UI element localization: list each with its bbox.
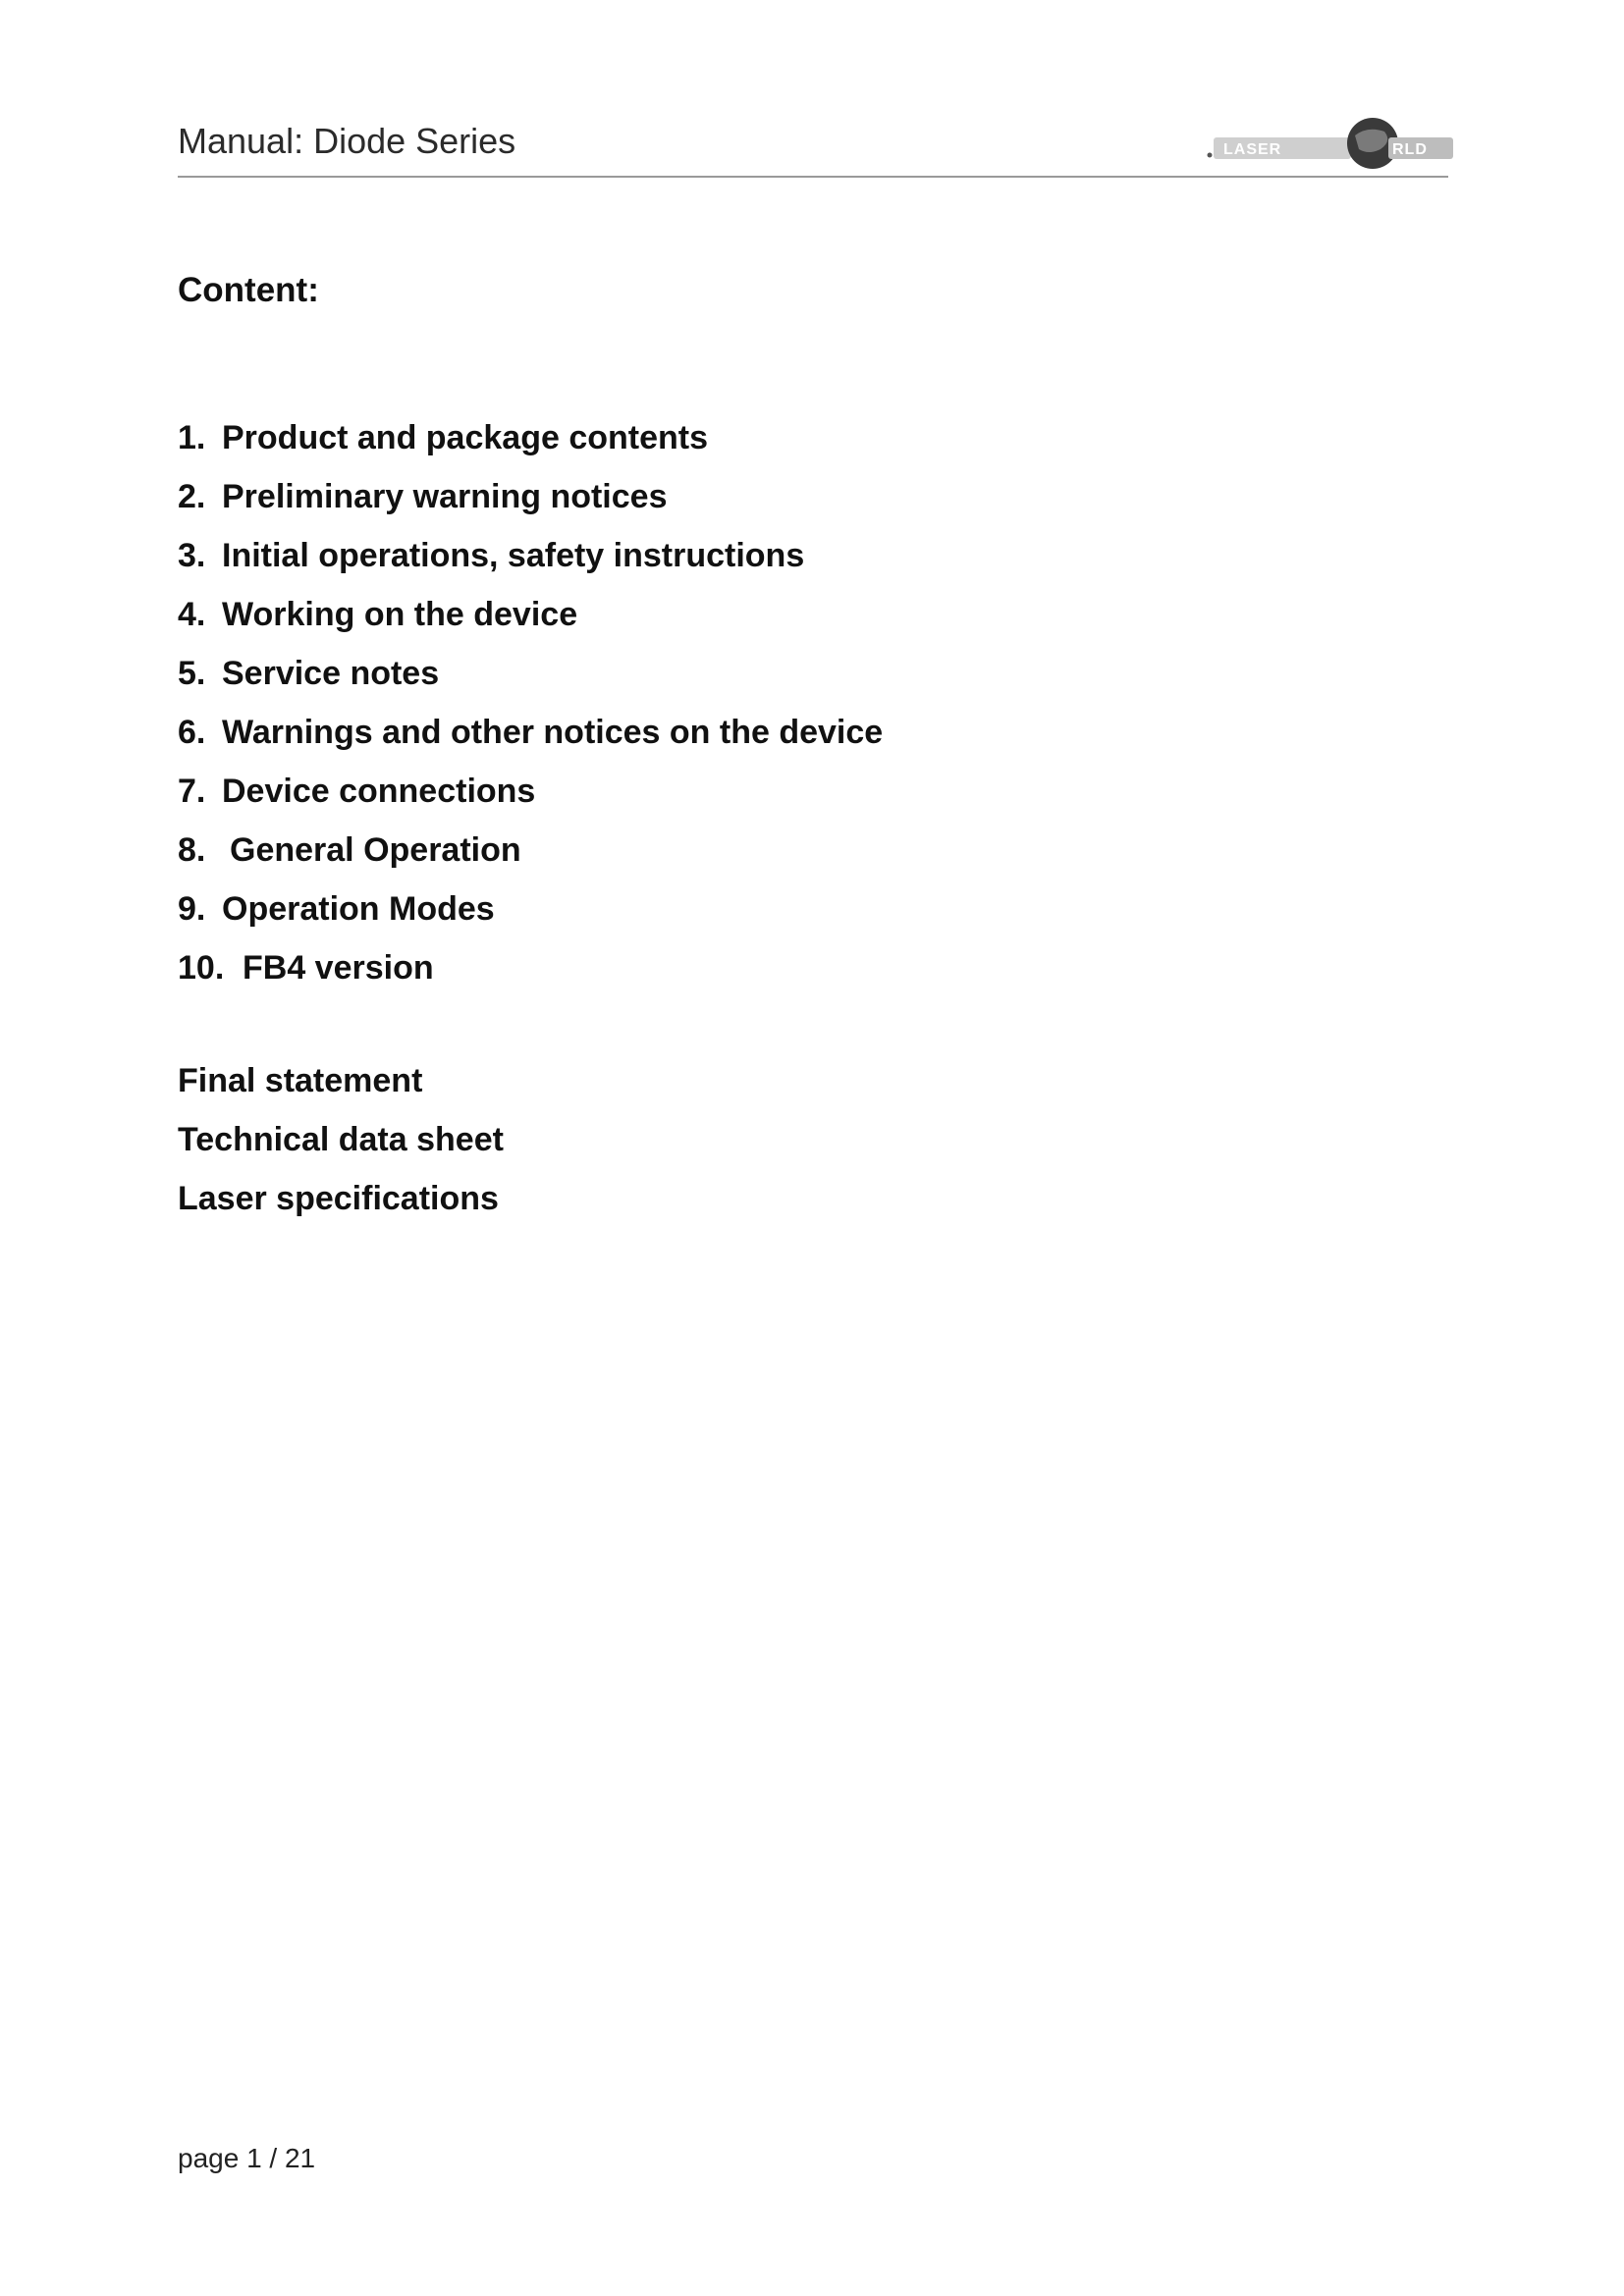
toc-item: [178, 827, 883, 885]
header-divider: [178, 176, 1448, 178]
toc-item-label: FB4 version: [243, 949, 434, 987]
toc-item-label: Initial operations, safety instructions: [222, 537, 805, 574]
toc-item-label: Service notes: [222, 655, 440, 692]
section-technical-data-sheet: Technical data sheet: [178, 1121, 504, 1158]
toc-item-number: 9.: [178, 890, 206, 928]
toc-item: [178, 473, 883, 532]
section-final-statement: Final statement: [178, 1062, 423, 1099]
content-heading: Content:: [178, 271, 319, 309]
laserworld-logo: [1206, 116, 1457, 175]
table-of-contents: [178, 414, 883, 1003]
toc-item-number: 10.: [178, 949, 225, 987]
section-laser-specifications: Laser specifications: [178, 1180, 499, 1217]
svg-text:RLD: RLD: [1392, 141, 1428, 158]
toc-item-label: Operation Modes: [222, 890, 495, 928]
toc-item-number: 7.: [178, 773, 206, 810]
toc-item: [178, 591, 883, 650]
toc-item: [178, 768, 883, 827]
toc-item: [178, 944, 883, 1003]
toc-item-label: Preliminary warning notices: [222, 478, 668, 515]
additional-sections: [178, 1057, 504, 1234]
toc-item-label: Device connections: [222, 773, 536, 810]
toc-item-number: 5.: [178, 655, 206, 692]
toc-item-number: 3.: [178, 537, 206, 574]
toc-item-label: Working on the device: [222, 596, 578, 633]
toc-item: [178, 414, 883, 473]
toc-item-number: 6.: [178, 714, 206, 751]
toc-item-label: Product and package contents: [222, 419, 708, 456]
toc-item-number: 2.: [178, 478, 206, 515]
toc-item: [178, 885, 883, 944]
document-header-title: Manual: Diode Series: [178, 121, 516, 161]
page-number: page 1 / 21: [178, 2143, 316, 2173]
toc-item: [178, 650, 883, 709]
toc-item-number: 1.: [178, 419, 206, 456]
svg-text:LASER: LASER: [1223, 141, 1282, 158]
toc-item-number: 4.: [178, 596, 206, 633]
toc-item-number: 8.: [178, 831, 206, 869]
toc-item: [178, 709, 883, 768]
toc-item-label: General Operation: [230, 831, 521, 869]
toc-item-label: Warnings and other notices on the device: [222, 714, 884, 751]
toc-item: [178, 532, 883, 591]
